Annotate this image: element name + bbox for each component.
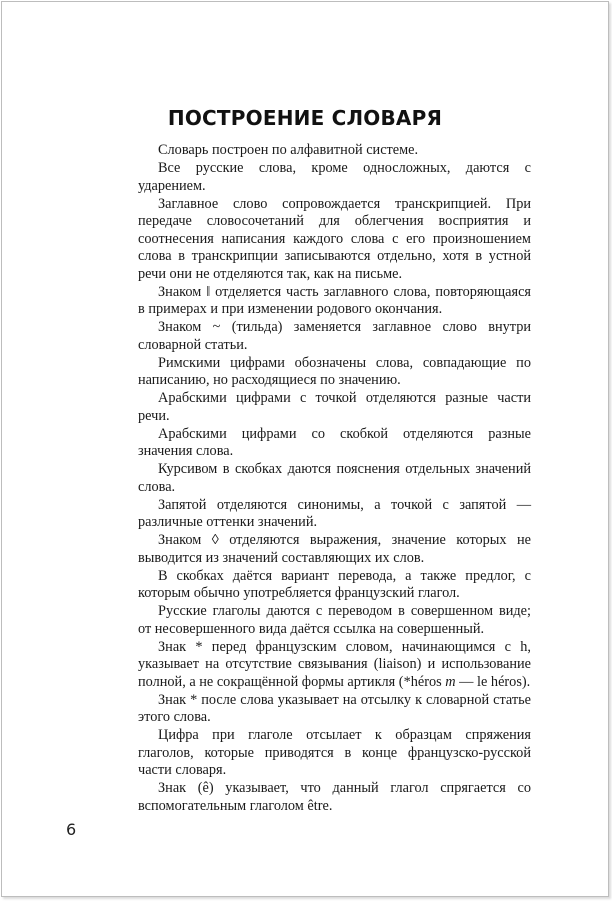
paragraph: Арабскими цифрами с точкой отделяются разные части речи. [138,390,531,424]
paragraph: Русские глаголы даются с переводом в совершенном виде; от несовершенного вида даётся ссылка на совершенный. [138,603,531,637]
paragraph: Заглавное слово сопровождается транскрипцией. При передаче словосочетаний для облегчения восприятия и соотнесения написания каждого слова с его произношением слова в транскрипции записываются отдельно, хотя в устной речи они не отделяются так, как на письме. [138,195,531,282]
paragraph-text: Знак * перед французским словом, начинающимся с h, указывает на отсутствие связывания (liaison) и использование полной, а не сокращённой формы артикля (*héros [138,638,531,690]
book-page [1,1,609,897]
paragraph: Знаком ◊ отделяются выражения, значение которых не выводится из значений составляющих их слов. [138,532,531,566]
paragraph: В скобках даётся вариант перевода, а также предлог, с которым обычно употребляется французский глагол. [138,567,531,601]
paragraph: Все русские слова, кроме односложных, даются с ударением. [138,160,531,194]
paragraph: Арабскими цифрами со скобкой отделяются разные значения слова. [138,425,531,459]
paragraph: Знак * после слова указывает на отсылку к словарной статье этого слова. [138,691,531,725]
paragraph: Знаком ~ (тильда) заменяется заглавное слово внутри словарной статьи. [138,319,531,353]
paragraph-text: — le héros). [455,673,531,690]
page-body [138,142,531,816]
paragraph: Словарь построен по алфавитной системе. [158,142,419,158]
gender-mark: m [445,673,456,690]
paragraph: Знаком ‖ отделяется часть заглавного слова, повторяющаяся в примерах и при изменении родового окончания. [138,283,531,317]
paragraph: Знак (ê) указывает, что данный глагол спрягается со вспомогательным глаголом être. [138,780,531,814]
paragraph-h-aspirate [138,639,531,692]
paragraph: Курсивом в скобках даются пояснения отдельных значений слова. [138,461,531,495]
page-number: 6 [66,820,77,839]
page-title: ПОСТРОЕНИЕ СЛОВАРЯ [167,106,443,130]
paragraph: Запятой отделяются синонимы, а точкой с запятой — различные оттенки значений. [138,496,531,530]
paragraph: Римскими цифрами обозначены слова, совпадающие по написанию, но расходящиеся по значению. [138,354,531,388]
paragraph: Цифра при глаголе отсылает к образцам спряжения глаголов, которые приводятся в конце французско-русской части словаря. [138,727,531,778]
